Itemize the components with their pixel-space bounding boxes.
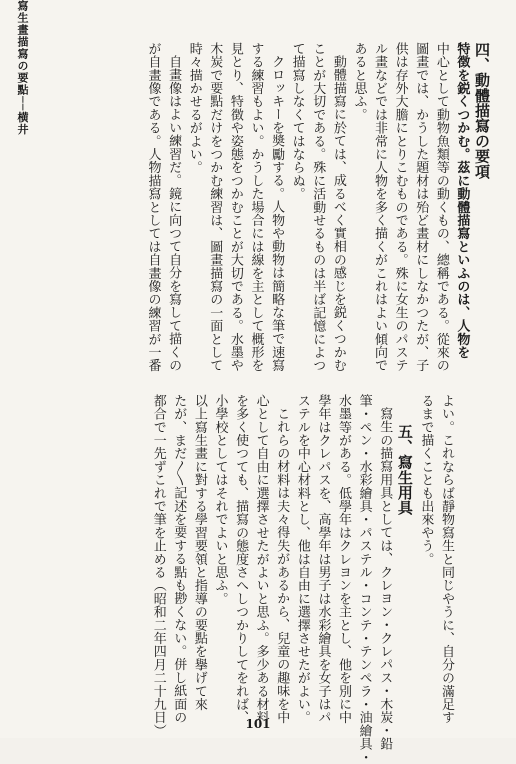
- text-line: 學年はクレパスを、高學年は男子は水彩繪具を女子はパ: [315, 394, 331, 724]
- text-line: を多く使つても、描寫の態度さへしつかりしてをれば、: [233, 394, 249, 724]
- text-line: 都合で一先ずこれで筆を止める（昭和二年四月二十九日）: [150, 394, 166, 738]
- text-line: 水墨等がある。低學年はクレヨンを主とし、他を別に中: [336, 394, 352, 724]
- text-line: 中心として動物魚類等の動くもの、總稱である。從來の: [433, 42, 449, 372]
- text-line: する練習もよい。かうした場合には線を主として概形を: [248, 42, 264, 372]
- text-line: が自畫像である。人物描寫としては自畫像の練習が一番: [145, 42, 161, 372]
- text-line: 小學校としてはそれでよいと思ふ。: [212, 394, 228, 606]
- text-line: 特徴を鋭くつかむ。茲に動體描寫といふのは、人物を: [454, 42, 470, 359]
- text-line: て描寫しなくてはならぬ。: [289, 42, 305, 201]
- text-line: 心として自由に選擇させたがよいと思ふ。多少ある材料: [253, 394, 269, 724]
- text-line: 供は存外大膽にとりこむものである。殊に女生のパステ: [392, 42, 408, 372]
- upper-text-block: [145, 42, 492, 372]
- text-line: 寫生の描寫用具としては、クレヨン・クレパス・木炭・鉛: [377, 407, 393, 751]
- text-line: 自畫像はよい練習だ。鏡に向つて自分を寫して描くの: [166, 55, 182, 372]
- text-line: ステルを中心材料とし、他は自由に選擇させたがよい。: [294, 394, 310, 724]
- text-line: 見とり、特徴や姿態をつかむことが大切である。水墨や: [227, 42, 243, 372]
- text-line: 動體描寫に於ては、成るべく實相の感じを鋭くつかむ: [330, 55, 346, 372]
- section-heading: 四、動體描寫の要項: [473, 42, 491, 179]
- text-line: たが、まだ〳〵記述を要する點も尠くない。併し紙面の: [171, 394, 187, 724]
- text-line: 時々描かせるがよい。: [186, 42, 202, 174]
- page-number: 101: [245, 717, 271, 731]
- text-line: 圖畫では、かうした題材は殆ど畫材にしなかつたが、子: [413, 42, 429, 372]
- text-line: ル畫などでは非常に人物を多く描くがこれはよい傾向で: [372, 42, 388, 372]
- text-line: クロッキーを奬勵する。人物や動物は簡略な筆で速寫: [269, 55, 285, 372]
- text-line: 木炭で要點だけをつかむ練習は、圖畫描寫の一面として: [207, 42, 223, 372]
- text-line: ことが大切である。殊に活動せるものは半ば記憶によつ: [310, 42, 326, 372]
- text-line: よい。これならば靜物寫生と同じやうに、自分の滿足す: [439, 394, 454, 724]
- running-head: 寫生畫描寫の要點──横井: [16, 0, 29, 136]
- section-heading: 五、寫生用具: [395, 424, 414, 516]
- text-line: 以上寫生畫に對する學習要領と指導の要點を擧げて來: [191, 394, 207, 711]
- text-line: あると思ふ。: [351, 42, 367, 122]
- text-line: るまで描くことも出來やう。: [418, 394, 434, 566]
- text-line: これらの材料は夫々得失があるから、兒童の趣味を中: [274, 407, 290, 724]
- text-line: 筆・ペン・水彩繪具・パステル・コンテ・テンペラ・油繪具・: [356, 394, 372, 764]
